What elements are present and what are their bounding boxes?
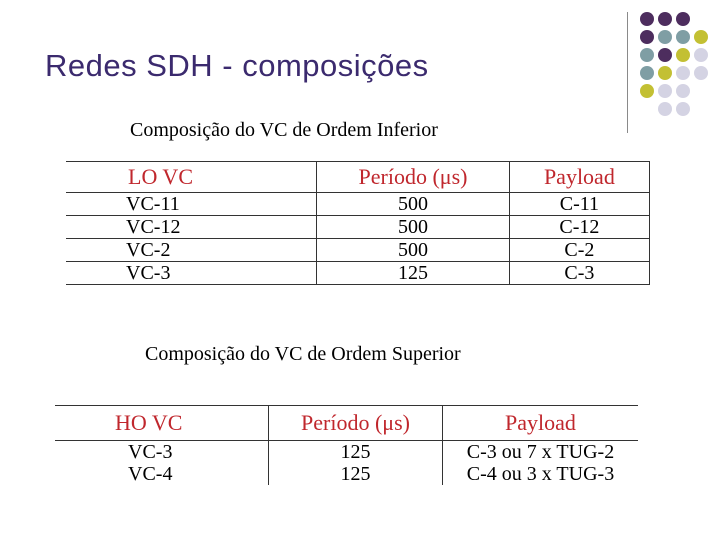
table-cell: 125 [269, 441, 443, 464]
table-row [66, 262, 650, 285]
header-cell: Payload [443, 406, 639, 441]
dot [658, 84, 672, 98]
table-cell: VC-2 [66, 239, 317, 262]
table-row [66, 216, 650, 239]
dot [676, 12, 690, 26]
table-cell: 500 [317, 193, 510, 216]
section2-heading: Composição do VC de Ordem Superior [145, 343, 461, 365]
table-cell: VC-4 [128, 463, 173, 485]
dot [676, 48, 690, 62]
dot [658, 102, 672, 116]
dot [640, 12, 654, 26]
dot [676, 66, 690, 80]
header-cell: Payload [509, 162, 649, 193]
ho-vc-table [55, 405, 638, 485]
table-cell: C-3 ou 7 x TUG-2 [443, 441, 639, 464]
header-cell: Período (μs) [317, 162, 510, 193]
lo-vc-table [66, 161, 650, 285]
table-cell: 125 [317, 262, 510, 285]
header-cell: LO VC [66, 162, 317, 193]
table-header-row [66, 162, 650, 193]
table-row [55, 441, 638, 464]
table-cell: 125 [269, 463, 443, 485]
table-cell: VC-11 [66, 193, 317, 216]
table-row [66, 239, 650, 262]
section1-heading: Composição do VC de Ordem Inferior [130, 119, 438, 141]
dot [640, 66, 654, 80]
dot [694, 66, 708, 80]
table-cell: VC-12 [66, 216, 317, 239]
table-cell: 500 [317, 216, 510, 239]
table-cell: C-3 [509, 262, 649, 285]
header-cell: HO VC [55, 406, 269, 441]
table-cell: VC-3 [128, 441, 173, 463]
dot [676, 30, 690, 44]
dot [640, 48, 654, 62]
dot [640, 30, 654, 44]
dot [658, 30, 672, 44]
table-cell: 500 [317, 239, 510, 262]
table-cell: C-11 [509, 193, 649, 216]
table-row [66, 193, 650, 216]
table-cell: C-2 [509, 239, 649, 262]
table-cell: VC-3 [66, 262, 317, 285]
dot [658, 66, 672, 80]
table-row [55, 463, 638, 485]
dot [658, 48, 672, 62]
table-cell: C-12 [509, 216, 649, 239]
header-cell: Período (μs) [269, 406, 443, 441]
table-cell: C-4 ou 3 x TUG-3 [443, 463, 639, 485]
dot [694, 48, 708, 62]
dot [676, 84, 690, 98]
dot [676, 102, 690, 116]
slide-title: Redes SDH - composições [45, 48, 429, 83]
table-header-row [55, 406, 638, 441]
decorative-divider [627, 12, 628, 133]
dot [640, 84, 654, 98]
dot [694, 30, 708, 44]
dot [658, 12, 672, 26]
